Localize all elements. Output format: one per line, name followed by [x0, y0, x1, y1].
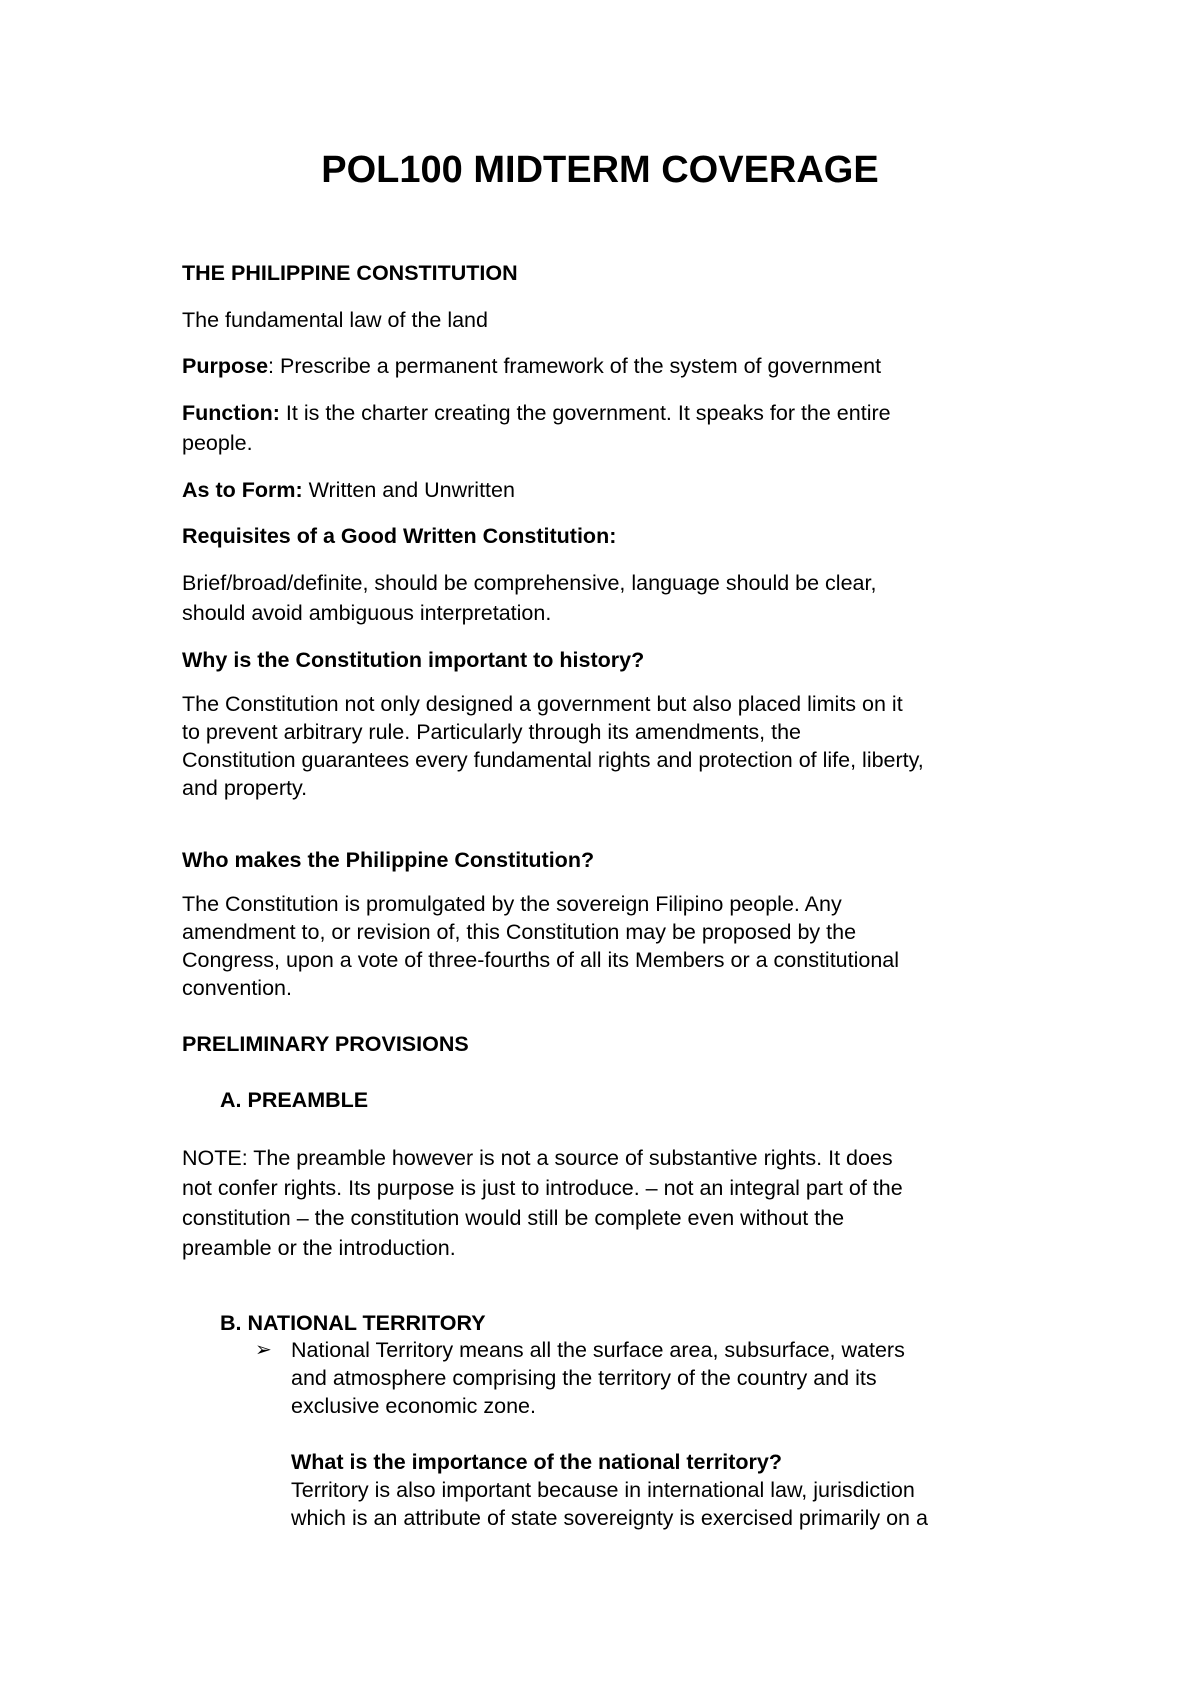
- function-label: Function:: [182, 401, 280, 425]
- function-paragraph: [182, 399, 891, 427]
- preliminary-heading: PRELIMINARY PROVISIONS: [182, 1032, 469, 1056]
- importance-line2: which is an attribute of state sovereignty is exercised primarily on a: [291, 1506, 928, 1530]
- who-line3: Congress, upon a vote of three-fourths of all its Members or a constitutional: [182, 948, 900, 972]
- arrow-bullet-icon: ➢: [255, 1339, 272, 1361]
- why-heading: Why is the Constitution important to history?: [182, 648, 645, 672]
- purpose-paragraph: [182, 352, 881, 380]
- note-line2: not confer rights. Its purpose is just to introduce. – not an integral part of the: [182, 1176, 903, 1200]
- why-line2: to prevent arbitrary rule. Particularly through its amendments, the: [182, 720, 802, 744]
- purpose-label: Purpose: [182, 354, 269, 378]
- note-line1: NOTE: The preamble however is not a source of substantive rights. It does: [182, 1146, 893, 1170]
- function-text-line2: people.: [182, 431, 253, 455]
- why-line3: Constitution guarantees every fundamental rights and protection of life, liberty,: [182, 748, 924, 772]
- bullet-line1: National Territory means all the surface area, subsurface, waters: [291, 1338, 905, 1362]
- note-line4: preamble or the introduction.: [182, 1236, 456, 1260]
- who-line4: convention.: [182, 976, 292, 1000]
- who-line1: The Constitution is promulgated by the sovereign Filipino people. Any: [182, 892, 842, 916]
- national-territory-heading: B. NATIONAL TERRITORY: [220, 1311, 486, 1335]
- form-text: Written and Unwritten: [302, 478, 515, 502]
- constitution-definition: The fundamental law of the land: [182, 308, 488, 332]
- document-title: POL100 MIDTERM COVERAGE: [321, 149, 879, 191]
- note-line3: constitution – the constitution would still be complete even without the: [182, 1206, 845, 1230]
- function-text-line1: It is the charter creating the government. It speaks for the entire: [279, 401, 891, 425]
- importance-line1: Territory is also important because in international law, jurisdiction: [291, 1478, 915, 1502]
- requisites-line2: should avoid ambiguous interpretation.: [182, 601, 552, 625]
- bullet-line3: exclusive economic zone.: [291, 1394, 536, 1418]
- why-line4: and property.: [182, 776, 308, 800]
- form-label: As to Form:: [182, 478, 303, 502]
- importance-heading: What is the importance of the national territory?: [291, 1450, 782, 1474]
- purpose-text: : Prescribe a permanent framework of the system of government: [268, 354, 882, 378]
- bullet-line2: and atmosphere comprising the territory of the country and its: [291, 1366, 877, 1390]
- requisites-line1: Brief/broad/definite, should be comprehensive, language should be clear,: [182, 571, 877, 595]
- why-line1: The Constitution not only designed a government but also placed limits on it: [182, 692, 903, 716]
- who-heading: Who makes the Philippine Constitution?: [182, 848, 595, 872]
- who-line2: amendment to, or revision of, this Constitution may be proposed by the: [182, 920, 857, 944]
- section-heading-constitution: THE PHILIPPINE CONSTITUTION: [182, 261, 518, 285]
- requisites-heading: Requisites of a Good Written Constitution:: [182, 524, 617, 548]
- preamble-heading: A. PREAMBLE: [220, 1088, 369, 1112]
- form-paragraph: [182, 476, 515, 504]
